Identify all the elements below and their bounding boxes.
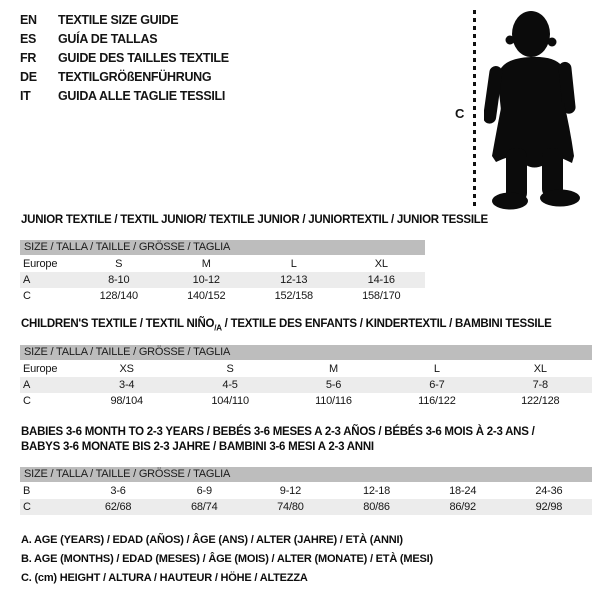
value-cell: XL (374, 258, 388, 270)
value-cell: S (115, 258, 123, 270)
size-header-bar: SIZE / TALLA / TAILLE / GRÖSSE / TAGLIA (20, 345, 592, 360)
table-row (20, 393, 592, 409)
value-cell: 3-6 (110, 485, 126, 497)
footnote-age-years: A. AGE (YEARS) / EDAD (AÑOS) / ÂGE (ANS) / ALTER (JAHRE) / ETÀ (ANNI) (21, 534, 403, 546)
value-cell: XS (119, 363, 134, 375)
size-header-bar: SIZE / TALLA / TAILLE / GRÖSSE / TAGLIA (20, 240, 425, 255)
value-cell: 8-10 (108, 274, 130, 286)
value-cell: 74/80 (277, 501, 304, 513)
junior-table-body (20, 256, 425, 304)
value-cell: 80/86 (363, 501, 390, 513)
value-cell: 110/116 (315, 395, 352, 407)
value-cell: 158/170 (362, 290, 401, 302)
value-cell: 12-13 (280, 274, 308, 286)
value-cell: 24-36 (535, 485, 563, 497)
children-table-body (20, 361, 592, 409)
height-measure-label: C (455, 106, 465, 121)
value-cell: XL (533, 363, 547, 375)
babies-title-line2: BABYS 3-6 MONATE BIS 2-3 JAHRE / BAMBINI 3-6 MESI A 2-3 ANNI (21, 441, 374, 453)
value-cell: 5-6 (325, 379, 342, 391)
babies-section-title (21, 425, 535, 455)
children-title-text: / TEXTILE DES ENFANTS / KINDERTEXTIL / BAMBINI TESSILE (221, 318, 552, 330)
children-size-table (20, 345, 592, 409)
table-row (20, 483, 592, 499)
table-row (20, 256, 425, 272)
value-cell: 14-16 (367, 274, 395, 286)
value-cell: M (201, 258, 211, 270)
language-label: TEXTILGRÖßENFÜHRUNG (58, 70, 212, 84)
language-label: GUÍA DE TALLAS (58, 32, 158, 46)
value-cell: 9-12 (279, 485, 301, 497)
language-row (20, 11, 229, 30)
value-cell: L (290, 258, 297, 270)
language-code: ES (20, 32, 37, 46)
children-title-text: CHILDREN'S TEXTILE / TEXTIL NIÑO (21, 318, 215, 330)
size-header-bar: SIZE / TALLA / TAILLE / GRÖSSE / TAGLIA (20, 467, 592, 482)
table-row (20, 377, 592, 393)
babies-title-line1: BABIES 3-6 MONTH TO 2-3 YEARS / BEBÉS 3-6 MESES A 2-3 AÑOS / BÉBÉS 3-6 MOIS À 2-3 ANS / (21, 426, 535, 438)
value-cell: 3-4 (119, 379, 135, 391)
language-code: FR (20, 51, 37, 65)
children-section-title (21, 318, 552, 332)
table-row (20, 288, 425, 304)
row-label-cell: Europe (23, 363, 58, 375)
babies-size-table (20, 467, 592, 515)
value-cell: 122/128 (521, 395, 560, 407)
language-code: IT (20, 89, 31, 103)
language-row (20, 68, 229, 87)
value-cell: 4-5 (222, 379, 238, 391)
value-cell: 18-24 (449, 485, 477, 497)
row-label-cell: Europe (23, 258, 58, 270)
value-cell: S (226, 363, 234, 375)
language-row (20, 30, 229, 49)
value-cell: 68/74 (190, 501, 218, 513)
babies-table-body (20, 483, 592, 515)
value-cell: 116/122 (418, 395, 456, 407)
row-label-cell: A (23, 379, 31, 391)
value-cell: 6-7 (429, 379, 445, 391)
value-cell: 140/152 (187, 290, 226, 302)
language-row (20, 49, 229, 68)
value-cell: 128/140 (99, 290, 138, 302)
children-title-subscript: /A (214, 323, 222, 333)
table-row (20, 499, 592, 515)
toddler-silhouette-icon (484, 8, 598, 214)
measurement-figure (440, 0, 600, 220)
table-row (20, 272, 425, 288)
value-cell: 7-8 (532, 379, 548, 391)
row-label-cell: A (23, 274, 31, 286)
language-code: EN (20, 13, 37, 27)
footnotes (21, 531, 433, 588)
language-label: TEXTILE SIZE GUIDE (58, 13, 179, 27)
row-label-cell: B (23, 485, 31, 497)
value-cell: 104/110 (211, 395, 249, 407)
value-cell: 10-12 (192, 274, 220, 286)
language-header (20, 11, 229, 106)
footnote-age-months: B. AGE (MONTHS) / EDAD (MESES) / ÂGE (MOIS) / ALTER (MONATE) / ETÀ (MESI) (21, 553, 433, 565)
footnote-height-cm: C. (cm) HEIGHT / ALTURA / HAUTEUR / HÖHE / ALTEZZA (21, 572, 308, 584)
value-cell: 12-18 (362, 485, 391, 497)
row-label-cell: C (23, 290, 31, 302)
language-code: DE (20, 70, 37, 84)
value-cell: 86/92 (449, 501, 476, 513)
row-label-cell: C (23, 501, 31, 513)
language-label: GUIDA ALLE TAGLIE TESSILI (58, 89, 226, 103)
row-label-cell: C (23, 395, 31, 407)
value-cell: 92/98 (535, 501, 563, 513)
language-row (20, 87, 229, 106)
value-cell: 62/68 (104, 501, 132, 513)
height-measure-dashed-line (473, 10, 476, 210)
value-cell: M (328, 363, 338, 375)
table-row (20, 361, 592, 377)
language-label: GUIDE DES TAILLES TEXTILE (58, 51, 229, 65)
junior-section-title: JUNIOR TEXTILE / TEXTIL JUNIOR/ TEXTILE JUNIOR / JUNIORTEXTIL / JUNIOR TESSILE (21, 214, 488, 226)
value-cell: 6-9 (196, 485, 212, 497)
value-cell: L (433, 363, 440, 375)
value-cell: 152/158 (274, 290, 313, 302)
junior-size-table (20, 240, 425, 304)
value-cell: 98/104 (110, 395, 143, 407)
